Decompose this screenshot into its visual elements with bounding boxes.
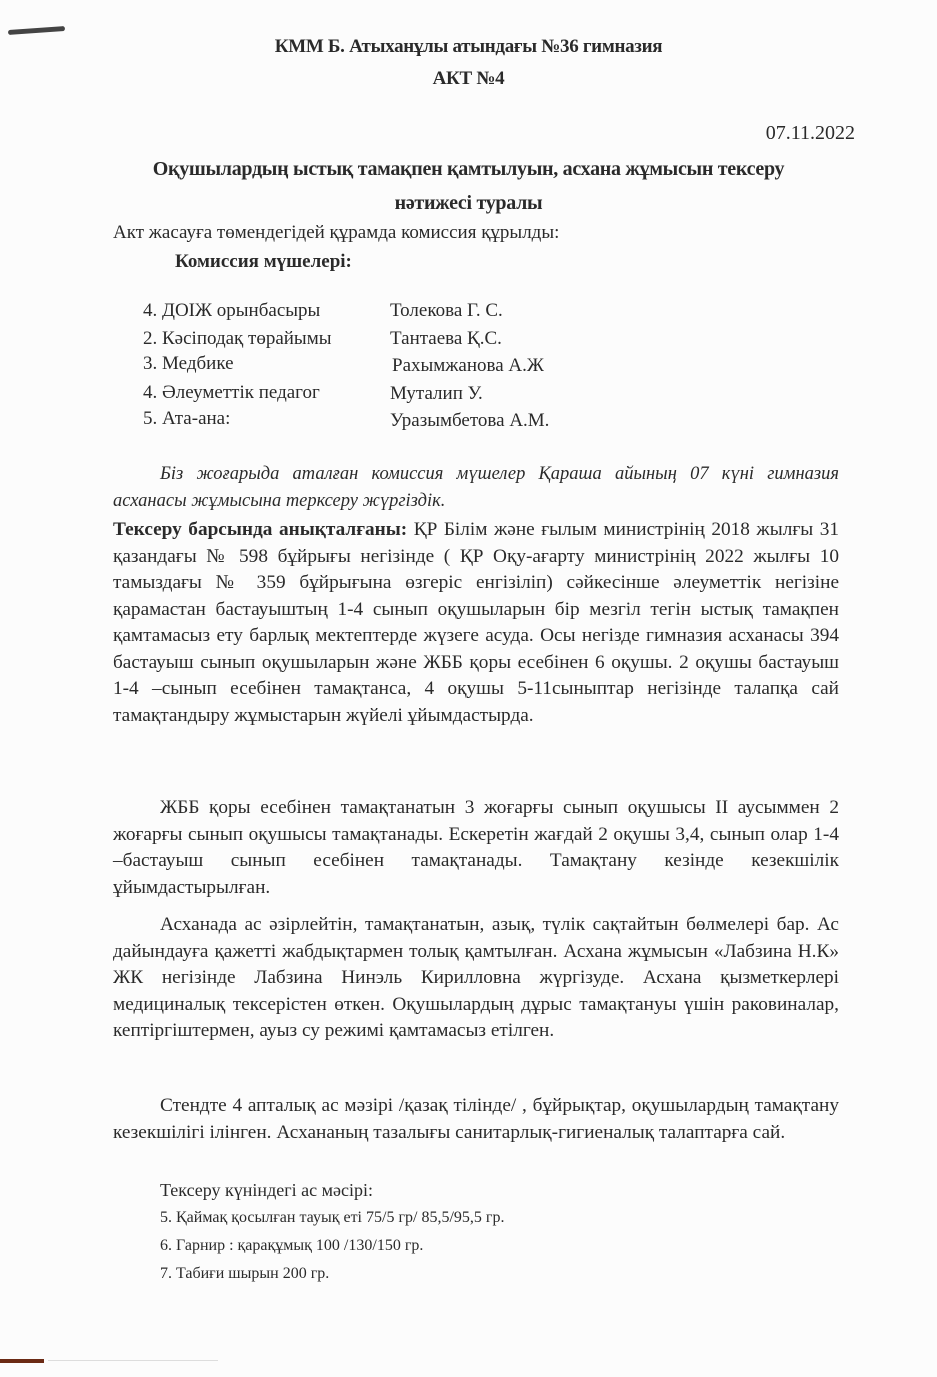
member-role: 4. ДОІЖ орынбасыры [143,300,321,321]
findings-paragraph [113,517,839,729]
member-name: Муталип У. [390,383,483,404]
findings-text: ҚР Білім және ғылым министрінің 2018 жылғы 31 қазандағы № 598 бұйрығы негізінде ( ҚР Оқу-ағарту министрінің 2022 жылғы 10 тамыздағы № 359 бұйрығына өзгеріс енгізіліп) сәйкесінше әлеуметтік негізіне қарамастан бастауыштың 1-4 сынып оқушыларын бір мезгіл тегін ыстық тамақпен қамтамасыз ету барлық мектептерде жүзеге асуда. Осы негізде гимназия асханасы 394 бастауыш сынып оқушыларын және ЖББ қоры есебінен 6 оқушы. 2 оқушы бастауыш 1-4 –сынып есебінен тамақтанса, 4 оқушы 5-11сыныптар негізінде талапқа сай тамақтандыру жұмыстарын жүйелі ұйымдастырда. [113,519,839,726]
member-name: Уразымбетова А.М. [390,410,550,431]
act-number: АКТ №4 [432,68,505,89]
scan-artifact-edge [0,1359,44,1363]
member-role: 2. Кәсіподақ төрайымы [143,328,332,349]
organization-name: КММ Б. Атыханұлы атындағы №36 гимназия [274,36,663,57]
document-date: 07.11.2022 [765,122,855,144]
scan-artifact-line [48,1360,218,1361]
menu-item: 7. Табиғи шырын 200 гр. [160,1265,330,1282]
member-role: 5. Ата-ана: [143,408,231,429]
intro-text: Акт жасауға төмендегідей құрамда комиссия құрылды: [113,222,560,243]
menu-heading: Тексеру күніндегі ас мәсірі: [160,1180,373,1200]
inspection-statement: Біз жоғарыда аталған комиссия мүшелер Қараша айының 07 күні гимназия асханасы жұмысына терксеру жүргіздік. [113,464,839,511]
document-title-line2: нәтижесі туралы [394,192,543,214]
paragraph-shifts: ЖББ қоры есебінен тамақтанатын 3 жоғарғы сынып оқушысы II аусыммен 2 жоғарғы сынып оқушысы тамақтанады. Ескеретін жағдай 2 оқушы 3,4, сынып олар 1-4 –бастауыш сынып есебінен тамақтанады. Тамақтану кезінде кезекшілік ұйымдастырылған. [113,797,839,898]
member-name: Толекова Г. С. [390,300,503,321]
paragraph-stand-menu: Стендте 4 апталық ас мәзірі /қазақ тілінде/ , бұйрықтар, оқушылардың тамақтану кезекшілігі ілінген. Асхананың тазалығы санитарлық-гигиеналық талаптарға сай. [113,1095,839,1143]
paragraph-canteen-facilities: Асханада ас әзірлейтін, тамақтанатын, азық, түлік сақтайтын бөлмелері бар. Ас дайындауға қажетті жабдықтармен толық қамтылған. Асхана жұмысын «Лабзина Н.К» ЖК негізінде Лабзина Нинэль Кирилловна жүргізуде. Асхана қызметкерлері медициналық тексерістен өткен. Оқушылардың дұрыс тамақтануы үшін раковиналар, кептіргіштермен, ауыз су режимі қамтамасыз етілген. [113,914,839,1041]
document-title-line1: Оқушылардың ыстық тамақпен қамтылуын, асхана жұмысын тексеру [152,158,785,180]
scan-artifact-mark [8,26,65,35]
member-role: 4. Әлеуметтік педагог [143,382,320,403]
findings-label: Тексеру барсында анықталғаны: [113,519,408,540]
commission-heading: Комиссия мүшелері: [175,251,352,272]
menu-item: 5. Қаймақ қосылған тауық еті 75/5 гр/ 85,5/95,5 гр. [160,1209,505,1226]
menu-item: 6. Гарнир : қарақұмық 100 /130/150 гр. [160,1237,424,1254]
member-role: 3. Медбике [143,353,234,374]
member-name: Рахымжанова А.Ж [392,355,544,376]
member-name: Тантаева Қ.С. [390,328,502,349]
